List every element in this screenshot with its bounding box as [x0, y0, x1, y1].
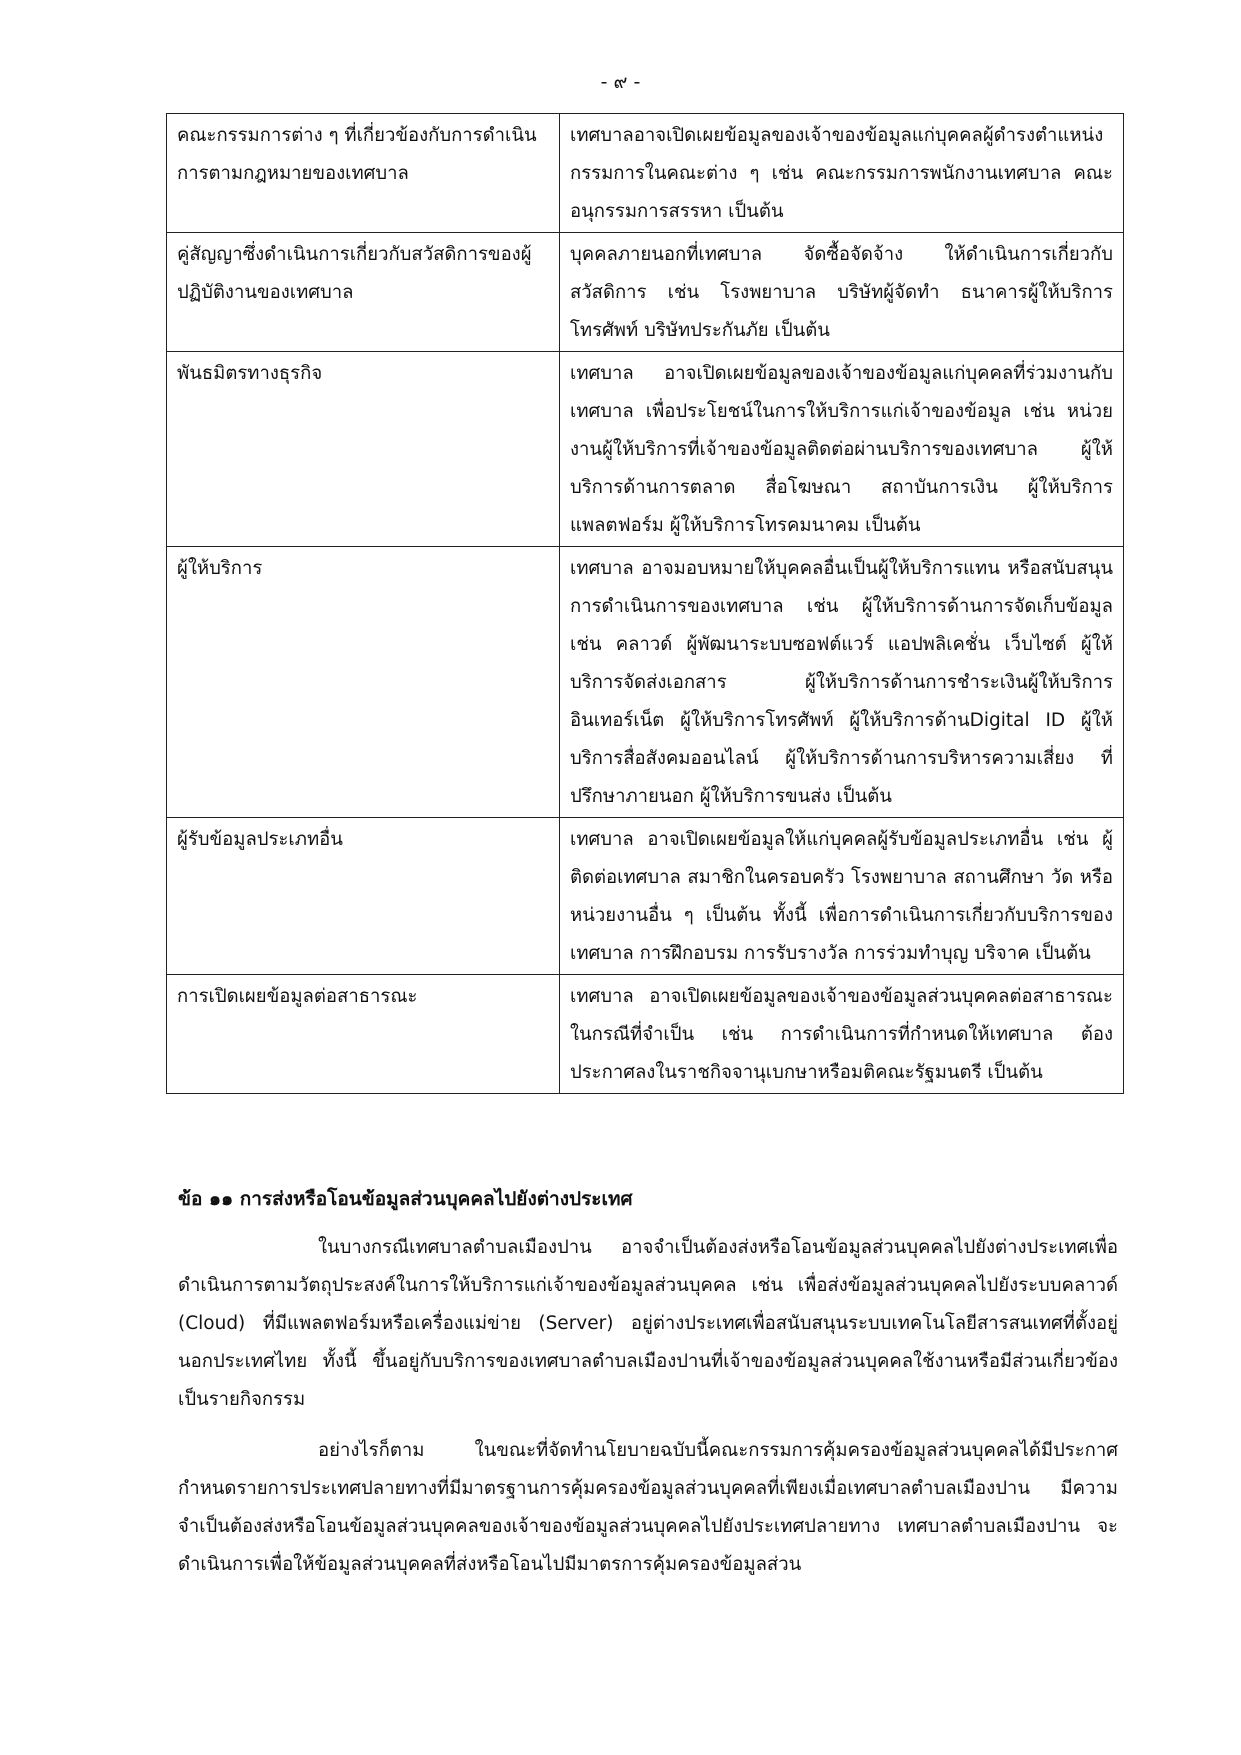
- description-cell: เทศบาลอาจเปิดเผยข้อมูลของเจ้าของข้อมูลแก่บุคคลผู้ดำรงตำแหน่งกรรมการในคณะต่าง ๆ เช่น คณะกรรมการพนักงานเทศบาล คณะอนุกรรมการสรรหา เป็นต้น: [560, 114, 1124, 233]
- table-row: [167, 352, 1124, 547]
- recipient-cell: คณะกรรมการต่าง ๆ ที่เกี่ยวข้องกับการดำเนินการตามกฎหมายของเทศบาล: [167, 114, 560, 233]
- recipient-cell: พันธมิตรทางธุรกิจ: [167, 352, 560, 547]
- description-cell: เทศบาล อาจมอบหมายให้บุคคลอื่นเป็นผู้ให้บริการแทน หรือสนับสนุนการดำเนินการของเทศบาล เช่น ผู้ให้บริการด้านการจัดเก็บข้อมูล เช่น คลาวด์ ผู้พัฒนาระบบซอฟต์แวร์ แอปพลิเคชั่น เว็บไซต์ ผู้ให้บริการจัดส่งเอกสาร ผู้ให้บริการด้านการชำระเงินผู้ให้บริการอินเทอร์เน็ต ผู้ให้บริการโทรศัพท์ ผู้ให้บริการด้านDigital ID ผู้ให้บริการสื่อสังคมออนไลน์ ผู้ให้บริการด้านการบริหารความเสี่ยง ที่ปรึกษาภายนอก ผู้ให้บริการขนส่ง เป็นต้น: [560, 547, 1124, 818]
- table-row: [167, 975, 1124, 1094]
- page-number: - ๙ -: [600, 71, 641, 93]
- recipients-table: [166, 113, 1124, 1094]
- section-paragraph: อย่างไรก็ตาม ในขณะที่จัดทำนโยบายฉบับนี้คณะกรรมการคุ้มครองข้อมูลส่วนบุคคลได้มีประกาศกำหนดรายการประเทศปลายทางที่มีมาตรฐานการคุ้มครองข้อมูลส่วนบุคคลที่เพียงเมื่อเทศบาลตำบลเมืองปาน มีความจำเป็นต้องส่งหรือโอนข้อมูลส่วนบุคคลของเจ้าของข้อมูลส่วนบุคคลไปยังประเทศปลายทาง เทศบาลตำบลเมืองปาน จะดำเนินการเพื่อให้ข้อมูลส่วนบุคคลที่ส่งหรือโอนไปมีมาตรการคุ้มครองข้อมูลส่วน: [178, 1440, 1118, 1575]
- recipient-cell: ผู้รับข้อมูลประเภทอื่น: [167, 818, 560, 975]
- recipient-cell: คู่สัญญาซึ่งดำเนินการเกี่ยวกับสวัสดิการของผู้ปฏิบัติงานของเทศบาล: [167, 233, 560, 352]
- recipient-cell: การเปิดเผยข้อมูลต่อสาธารณะ: [167, 975, 560, 1094]
- table-row: [167, 114, 1124, 233]
- description-cell: เทศบาล อาจเปิดเผยข้อมูลของเจ้าของข้อมูลส่วนบุคคลต่อสาธารณะในกรณีที่จำเป็น เช่น การดำเนินการที่กำหนดให้เทศบาล ต้องประกาศลงในราชกิจจานุเบกษาหรือมติคณะรัฐมนตรี เป็นต้น: [560, 975, 1124, 1094]
- description-cell: เทศบาล อาจเปิดเผยข้อมูลของเจ้าของข้อมูลแก่บุคคลที่ร่วมงานกับเทศบาล เพื่อประโยชน์ในการให้บริการแก่เจ้าของข้อมูล เช่น หน่วยงานผู้ให้บริการที่เจ้าของข้อมูลติดต่อผ่านบริการของเทศบาล ผู้ให้บริการด้านการตลาด สื่อโฆษณา สถาบันการเงิน ผู้ให้บริการแพลตฟอร์ม ผู้ให้บริการโทรคมนาคม เป็นต้น: [560, 352, 1124, 547]
- description-cell: เทศบาล อาจเปิดเผยข้อมูลให้แก่บุคคลผู้รับข้อมูลประเภทอื่น เช่น ผู้ติดต่อเทศบาล สมาชิกในครอบครัว โรงพยาบาล สถานศึกษา วัด หรือหน่วยงานอื่น ๆ เป็นต้น ทั้งนี้ เพื่อการดำเนินการเกี่ยวกับบริการของเทศบาล การฝึกอบรม การรับรางวัล การร่วมทำบุญ บริจาค เป็นต้น: [560, 818, 1124, 975]
- section-heading: ข้อ ๑๑ การส่งหรือโอนข้อมูลส่วนบุคคลไปยังต่างประเทศ: [178, 1188, 633, 1210]
- recipient-cell: ผู้ให้บริการ: [167, 547, 560, 818]
- table-row: [167, 818, 1124, 975]
- table-row: [167, 547, 1124, 818]
- section-paragraph: ในบางกรณีเทศบาลตำบลเมืองปาน อาจจำเป็นต้องส่งหรือโอนข้อมูลส่วนบุคคลไปยังต่างประเทศเพื่อดำเนินการตามวัตถุประสงค์ในการให้บริการแก่เจ้าของข้อมูลส่วนบุคคล เช่น เพื่อส่งข้อมูลส่วนบุคคลไปยังระบบคลาวด์ (Cloud) ที่มีแพลตฟอร์มหรือเครื่องแม่ข่าย (Server) อยู่ต่างประเทศเพื่อสนับสนุนระบบเทคโนโลยีสารสนเทศที่ตั้งอยู่นอกประเทศไทย ทั้งนี้ ขึ้นอยู่กับบริการของเทศบาลตำบลเมืองปานที่เจ้าของข้อมูลส่วนบุคคลใช้งานหรือมีส่วนเกี่ยวข้องเป็นรายกิจกรรม: [178, 1237, 1118, 1410]
- table-row: [167, 233, 1124, 352]
- description-cell: บุคคลภายนอกที่เทศบาล จัดซื้อจัดจ้าง ให้ดำเนินการเกี่ยวกับสวัสดิการ เช่น โรงพยาบาล บริษัทผู้จัดทำ ธนาคารผู้ให้บริการโทรศัพท์ บริษัทประกันภัย เป็นต้น: [560, 233, 1124, 352]
